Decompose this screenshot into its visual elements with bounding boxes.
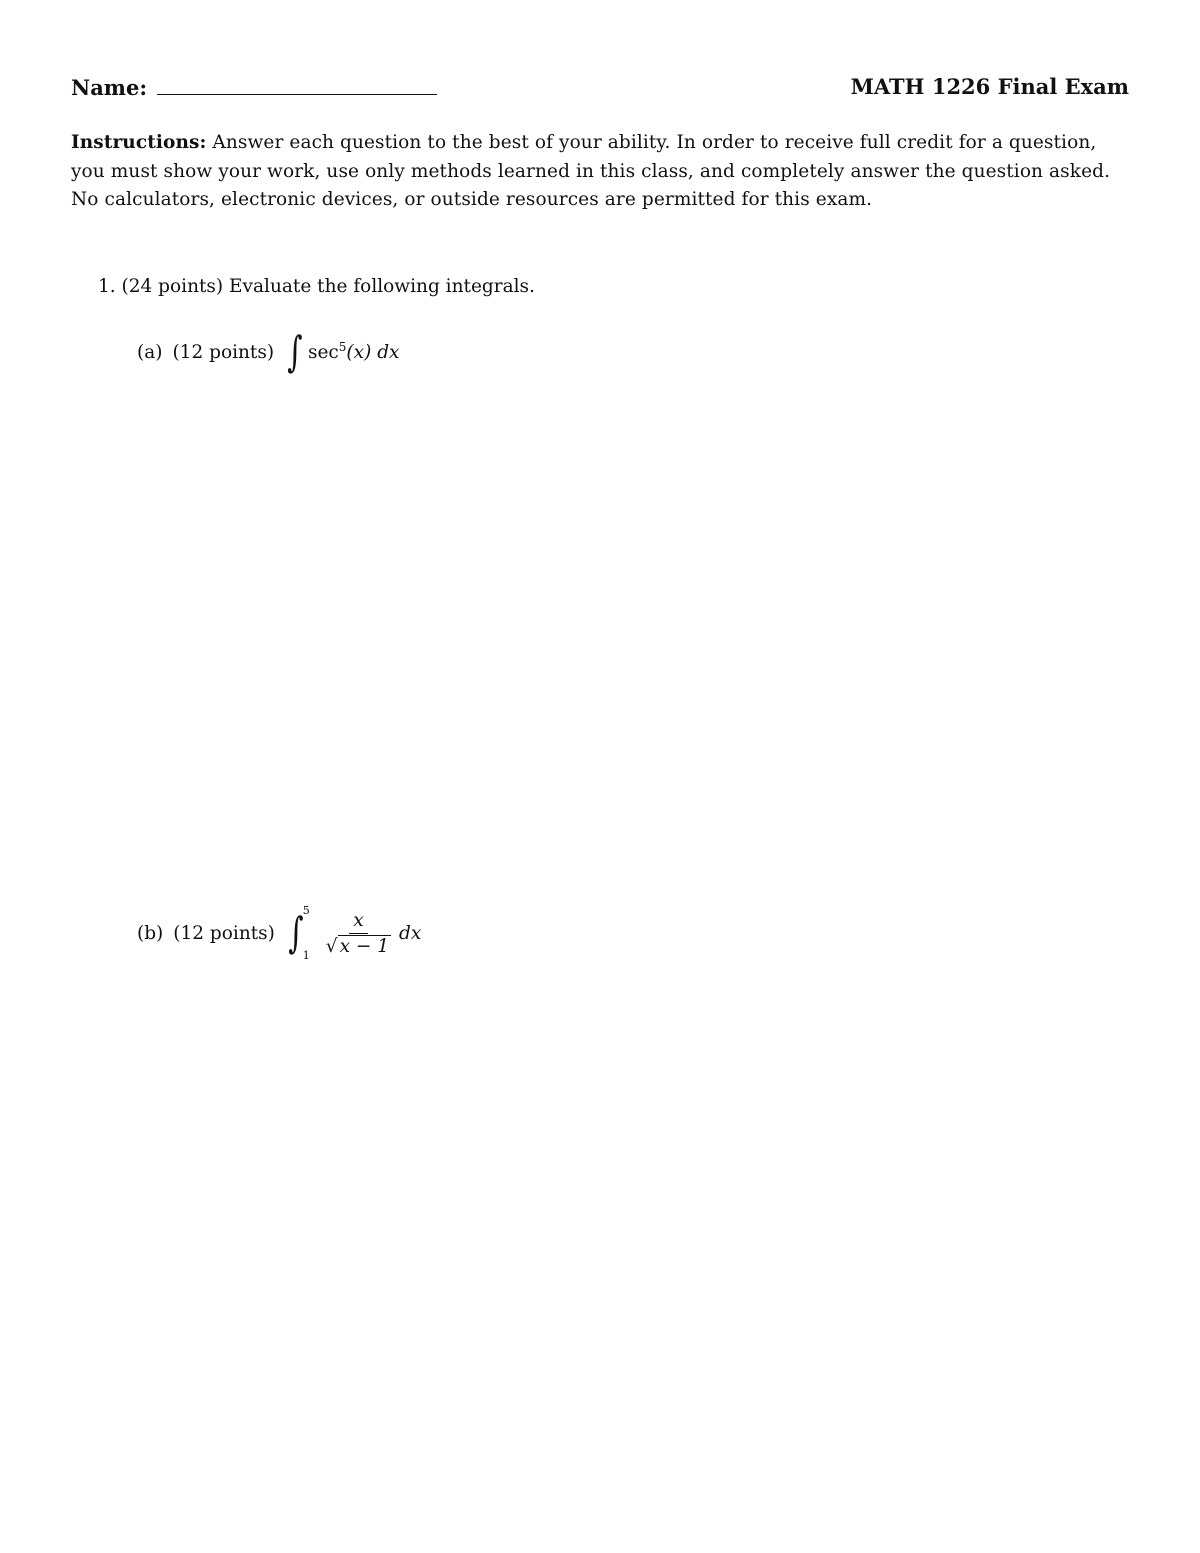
fraction-numerator: x <box>349 910 367 934</box>
question-1-number: 1. <box>98 276 116 297</box>
sqrt-icon: √ <box>325 935 338 957</box>
instructions <box>71 129 1131 215</box>
question-1-points: (24 points) <box>121 276 224 297</box>
integral-sign-icon: ∫ <box>287 327 303 376</box>
name-blank-line <box>157 74 437 95</box>
exam-title: MATH 1226 Final Exam <box>850 74 1129 99</box>
question-1b <box>137 898 421 968</box>
question-1a <box>137 328 399 376</box>
name-field <box>71 74 437 100</box>
exam-header <box>71 74 1129 106</box>
name-label: Name: <box>71 75 148 100</box>
fraction-denominator <box>326 934 391 957</box>
sqrt-radicand: x − 1 <box>339 935 390 957</box>
question-1a-integrand <box>308 340 400 363</box>
integral-limits <box>303 904 310 962</box>
question-1 <box>98 276 535 297</box>
question-1b-label: (b) <box>137 922 164 944</box>
question-1b-points: (12 points) <box>173 922 275 944</box>
instructions-label: Instructions: <box>71 132 207 153</box>
upper-limit: 5 <box>302 904 310 917</box>
question-1a-arg: (x) <box>346 342 372 364</box>
question-1b-differential: dx <box>399 922 422 944</box>
question-1a-func: sec <box>307 342 339 364</box>
question-1a-points: (12 points) <box>172 341 275 363</box>
question-1a-label: (a) <box>137 341 163 363</box>
question-1b-fraction <box>326 910 391 957</box>
lower-limit: 1 <box>302 949 310 962</box>
question-1-prompt: Evaluate the following integrals. <box>229 276 535 297</box>
definite-integral-sign-icon: ∫ <box>288 908 304 957</box>
question-1a-differential: dx <box>377 342 400 364</box>
question-1a-power: 5 <box>338 340 347 355</box>
instructions-text: Answer each question to the best of your ability. In order to receive full credit for a question, you must show your work, use only methods learned in this class, and completely answer the question asked. No calculators, electronic devices, or outside resources are permitted for this exam. <box>71 132 1111 210</box>
